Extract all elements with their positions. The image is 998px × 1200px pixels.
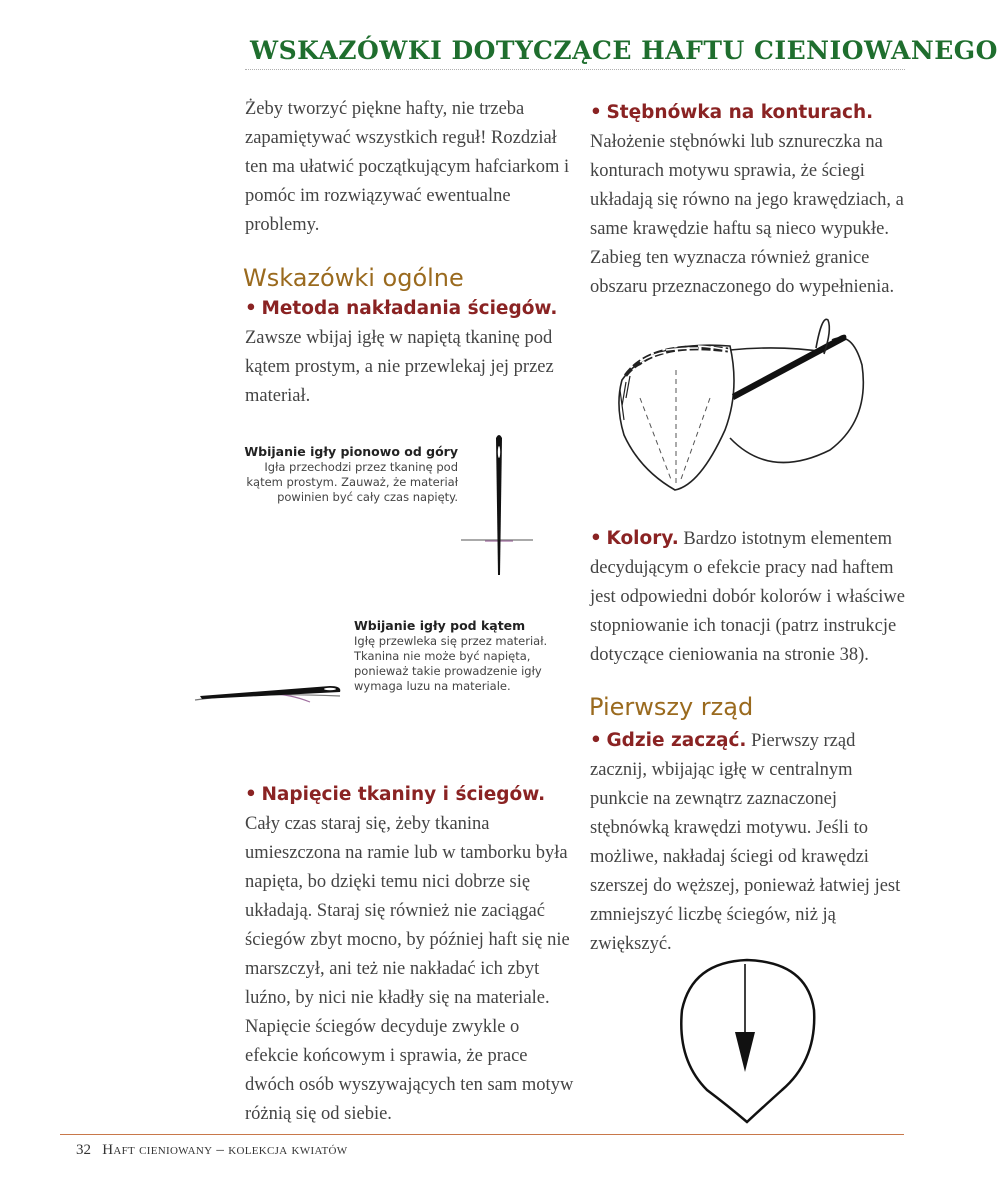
- leaf-arrow-illustration: [672, 950, 822, 1130]
- page-footer: [76, 1142, 347, 1159]
- intro-paragraph: Żeby tworzyć piękne hafty, nie trzeba zapamiętywać wszystkich reguł! Rozdział ten ma ułatwić początkującym hafciarkom i pomóc im rozwiązywać ewentualne problemy.: [245, 99, 570, 235]
- contour-title: Stębnówka na konturach.: [606, 102, 874, 123]
- start-text: Pierwszy rząd zacznij, wbijając igłę w centralnym punkcie na zewnątrz zaznaczonej stębnówką krawędzi motywu. Jeśli to możliwe, nakładaj ściegi od krawędzi szerszej do węższej, ponieważ łatwiej jest zmniejszyć liczbę ściegów, niż ją zwiększyć.: [590, 731, 901, 954]
- method-title: Metoda nakładania ściegów.: [261, 298, 558, 319]
- bullet-icon: •: [245, 784, 257, 805]
- bullet-icon: •: [590, 102, 602, 123]
- caption-vertical: [240, 444, 458, 505]
- method-paragraph: [245, 294, 575, 411]
- title-divider: [245, 69, 905, 70]
- leaf-contour-illustration: [610, 310, 880, 500]
- caption-angle-text: Igłę przewleka się przez materiał. Tkanina nie może być napięta, ponieważ takie prowadzenie igły wymaga luzu na materiale.: [354, 634, 548, 693]
- caption-vertical-text: Igła przechodzi przez tkaninę pod kątem prostym. Zauważ, że materiał powinien być cały czas napięty.: [246, 460, 458, 504]
- bullet-icon: •: [590, 528, 602, 549]
- tension-title: Napięcie tkaniny i ściegów.: [261, 784, 546, 805]
- page-number: 32: [76, 1142, 91, 1158]
- colors-paragraph: [590, 524, 910, 670]
- method-text: Zawsze wbijaj igłę w napiętą tkaninę pod kątem prostym, a nie przewlekaj jej przez materiał.: [245, 328, 554, 406]
- vertical-needle-illustration: [455, 430, 545, 580]
- section-heading-first-row: Pierwszy rząd: [589, 693, 754, 721]
- caption-vertical-title: Wbijanie igły pionowo od góry: [244, 444, 458, 459]
- start-paragraph: [590, 726, 910, 959]
- section-heading-general: Wskazówki ogólne: [243, 264, 464, 292]
- start-title: Gdzie zacząć.: [606, 730, 747, 751]
- page-title: WSKAZÓWKI DOTYCZĄCE HAFTU CIENIOWANEGO: [250, 36, 998, 65]
- bullet-icon: •: [590, 730, 602, 751]
- tension-text: Cały czas staraj się, żeby tkanina umieszczona na ramie lub w tamborku była napięta, bo dzięki temu nici dobrze się układają. Staraj się również nie zaciągać ściegów zbyt mocno, by później haft się nie marszczył, ani też nie nakładać ich zbyt luźno, by nici nie kładły się na materiale. Napięcie ściegów decyduje zwykle o efekcie końcowym i sprawia, że prace dwóch osób wyszywających ten sam motyw różnią się od siebie.: [245, 814, 574, 1124]
- caption-angle: [354, 618, 554, 694]
- colors-text: Bardzo istotnym elementem decydującym o efekcie pracy nad haftem jest odpowiedni dobór kolorów i właściwe stopniowanie ich tonacji (patrz instrukcje dotyczące cieniowania na stronie 38).: [590, 529, 905, 665]
- contour-paragraph: [590, 98, 910, 302]
- footer-divider: [60, 1134, 904, 1135]
- angled-needle-illustration: [190, 672, 350, 712]
- tension-paragraph: [245, 780, 575, 1129]
- colors-title: Kolory.: [606, 528, 679, 549]
- bullet-icon: •: [245, 298, 257, 319]
- contour-text: Nałożenie stębnówki lub sznureczka na konturach motywu sprawia, że ściegi układają się równo na jego krawędziach, a same krawędzie haftu są nieco wypukłe. Zabieg ten wyznacza również granice obszaru przeznaczonego do wypełnienia.: [590, 132, 904, 297]
- book-title: Haft cieniowany – kolekcja kwiatów: [102, 1142, 348, 1158]
- caption-angle-title: Wbijanie igły pod kątem: [354, 618, 526, 633]
